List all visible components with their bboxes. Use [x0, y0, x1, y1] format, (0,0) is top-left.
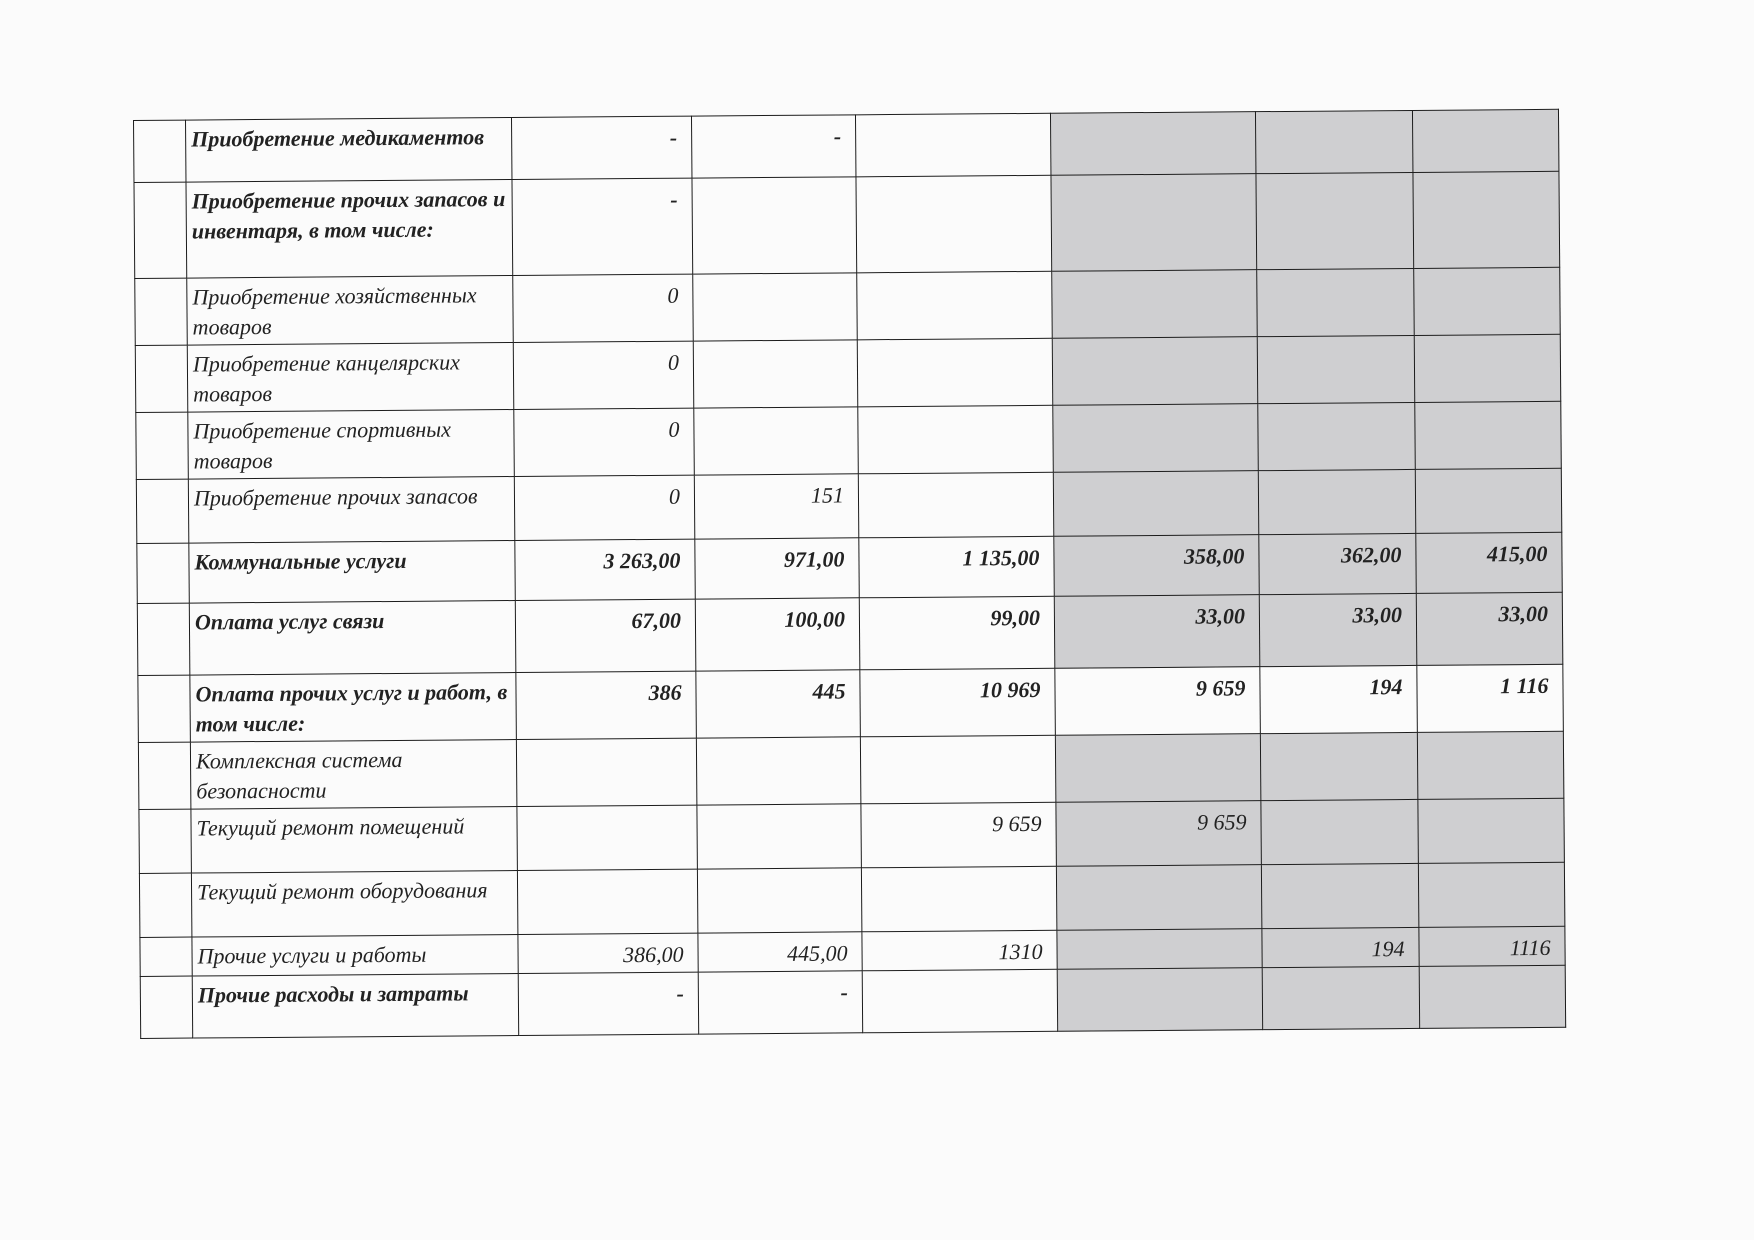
value-cell-col-5	[1261, 799, 1418, 864]
table-row	[136, 468, 1561, 543]
row-number-cell	[139, 809, 192, 873]
row-label: Оплата услуг связи	[189, 601, 516, 676]
value-cell-col-4	[1057, 968, 1262, 1032]
value-cell-col-1	[517, 869, 697, 934]
value-cell-col-4: 9 659	[1056, 801, 1261, 867]
value-cell-col-4	[1057, 929, 1262, 970]
value-cell-col-6	[1418, 862, 1564, 927]
value-cell-col-5	[1261, 863, 1418, 928]
value-cell-col-2: -	[691, 115, 855, 178]
value-cell-col-3	[855, 113, 1050, 177]
row-label: Текущий ремонт оборудования	[191, 871, 517, 938]
value-cell-col-2: 100,00	[695, 598, 860, 671]
value-cell-col-5	[1258, 469, 1415, 534]
row-number-cell	[135, 278, 188, 345]
value-cell-col-4	[1053, 471, 1258, 537]
value-cell-col-4: 9 659	[1055, 667, 1261, 736]
table-row	[135, 267, 1560, 345]
value-cell-col-4	[1053, 404, 1259, 473]
value-cell-col-2: -	[698, 971, 862, 1034]
row-number-cell	[138, 742, 191, 809]
value-cell-col-4	[1055, 734, 1261, 803]
value-cell-col-1	[517, 805, 697, 870]
value-cell-col-3	[861, 866, 1056, 932]
row-label: Приобретение медикаментов	[186, 118, 512, 183]
value-cell-col-6	[1414, 267, 1561, 335]
row-number-cell	[139, 873, 192, 937]
value-cell-col-4	[1050, 112, 1255, 176]
value-cell-col-1: 0	[513, 274, 694, 342]
value-cell-col-1: 386	[516, 671, 697, 739]
table-row	[140, 965, 1565, 1038]
value-cell-col-2: 445,00	[698, 932, 862, 972]
row-label: Приобретение прочих запасов и инвентаря, в том числе:	[186, 180, 513, 279]
row-number-cell	[137, 603, 190, 675]
value-cell-col-5	[1257, 268, 1415, 336]
table-row	[139, 862, 1564, 937]
value-cell-col-6: 1116	[1419, 926, 1565, 966]
value-cell-col-6	[1418, 798, 1564, 863]
row-label: Приобретение спортивных товаров	[188, 410, 515, 480]
value-cell-col-3	[862, 969, 1057, 1033]
table-row	[134, 171, 1560, 278]
row-number-cell	[136, 479, 189, 543]
value-cell-col-3: 1 135,00	[859, 536, 1054, 598]
value-cell-col-6	[1415, 401, 1562, 469]
value-cell-col-3: 10 969	[860, 668, 1056, 737]
value-cell-col-1: 0	[514, 475, 694, 540]
value-cell-col-3	[856, 175, 1052, 273]
value-cell-col-3: 1310	[862, 930, 1057, 971]
value-cell-col-1: 67,00	[515, 599, 696, 672]
value-cell-col-1	[516, 738, 697, 806]
table-row	[139, 798, 1564, 873]
value-cell-col-3: 9 659	[861, 802, 1056, 868]
value-cell-col-5	[1258, 402, 1416, 470]
value-cell-col-5	[1257, 335, 1415, 403]
value-cell-col-5	[1260, 732, 1418, 800]
value-cell-col-3	[858, 405, 1054, 474]
table-row	[138, 664, 1563, 742]
value-cell-col-2	[692, 177, 857, 274]
row-number-cell	[134, 120, 186, 182]
value-cell-col-1: -	[511, 116, 691, 179]
table-row	[134, 109, 1559, 182]
value-cell-col-1: -	[512, 178, 693, 275]
value-cell-col-5	[1262, 966, 1419, 1029]
value-cell-col-6	[1419, 965, 1565, 1028]
row-label: Текущий ремонт помещений	[191, 807, 517, 874]
value-cell-col-5	[1256, 172, 1414, 269]
value-cell-col-1: 0	[513, 341, 694, 409]
row-label: Приобретение канцелярских товаров	[187, 343, 514, 413]
table-row	[137, 532, 1562, 603]
row-label: Оплата прочих услуг и работ, в том числе:	[190, 673, 517, 743]
value-cell-col-1: 0	[514, 408, 695, 476]
row-label: Коммунальные услуги	[189, 541, 515, 604]
value-cell-col-2	[697, 804, 861, 869]
value-cell-col-4	[1051, 174, 1257, 272]
value-cell-col-2	[696, 737, 861, 805]
value-cell-col-6	[1417, 731, 1564, 799]
row-number-cell	[140, 937, 192, 976]
value-cell-col-5	[1255, 110, 1412, 173]
value-cell-col-6	[1412, 109, 1558, 172]
value-cell-col-6: 33,00	[1416, 592, 1563, 665]
value-cell-col-2: 151	[694, 474, 858, 539]
value-cell-col-3	[858, 472, 1053, 538]
table-row	[137, 592, 1563, 675]
row-number-cell	[140, 976, 192, 1038]
value-cell-col-2	[693, 273, 858, 341]
expense-table	[133, 109, 1566, 1039]
value-cell-col-1: 386,00	[518, 933, 698, 973]
value-cell-col-2: 445	[696, 670, 861, 738]
row-number-cell	[138, 675, 191, 742]
row-label: Приобретение хозяйственных товаров	[187, 276, 514, 346]
row-number-cell	[134, 182, 187, 278]
value-cell-col-6	[1413, 171, 1560, 268]
value-cell-col-6	[1414, 334, 1561, 402]
value-cell-col-5: 362,00	[1259, 533, 1416, 594]
value-cell-col-5: 33,00	[1259, 593, 1417, 666]
value-cell-col-2	[693, 340, 858, 408]
row-label: Прочие расходы и затраты	[192, 974, 518, 1039]
value-cell-col-6: 1 116	[1417, 664, 1564, 732]
value-cell-col-4: 358,00	[1054, 535, 1259, 597]
table-row	[138, 731, 1563, 809]
value-cell-col-3	[857, 338, 1053, 407]
value-cell-col-4	[1056, 865, 1261, 931]
value-cell-col-3: 99,00	[859, 596, 1055, 670]
value-cell-col-6: 415,00	[1416, 532, 1562, 593]
row-label: Приобретение прочих запасов	[188, 477, 514, 544]
table-row	[136, 401, 1561, 479]
value-cell-col-1: -	[518, 972, 698, 1035]
value-cell-col-4: 33,00	[1054, 595, 1260, 669]
row-number-cell	[137, 543, 189, 603]
row-label: Прочие услуги и работы	[192, 935, 518, 977]
value-cell-col-2	[694, 407, 859, 475]
value-cell-col-5: 194	[1262, 927, 1419, 967]
row-label: Комплексная система безопасности	[190, 740, 517, 810]
value-cell-col-6	[1415, 468, 1561, 533]
row-number-cell	[135, 345, 188, 412]
value-cell-col-3	[857, 271, 1053, 340]
row-number-cell	[136, 412, 189, 479]
value-cell-col-4	[1052, 337, 1258, 406]
value-cell-col-5: 194	[1260, 665, 1418, 733]
value-cell-col-1: 3 263,00	[515, 539, 695, 600]
value-cell-col-3	[860, 735, 1056, 804]
value-cell-col-2	[697, 868, 861, 933]
value-cell-col-4	[1052, 270, 1258, 339]
value-cell-col-2: 971,00	[695, 538, 859, 599]
table-row	[135, 334, 1560, 412]
